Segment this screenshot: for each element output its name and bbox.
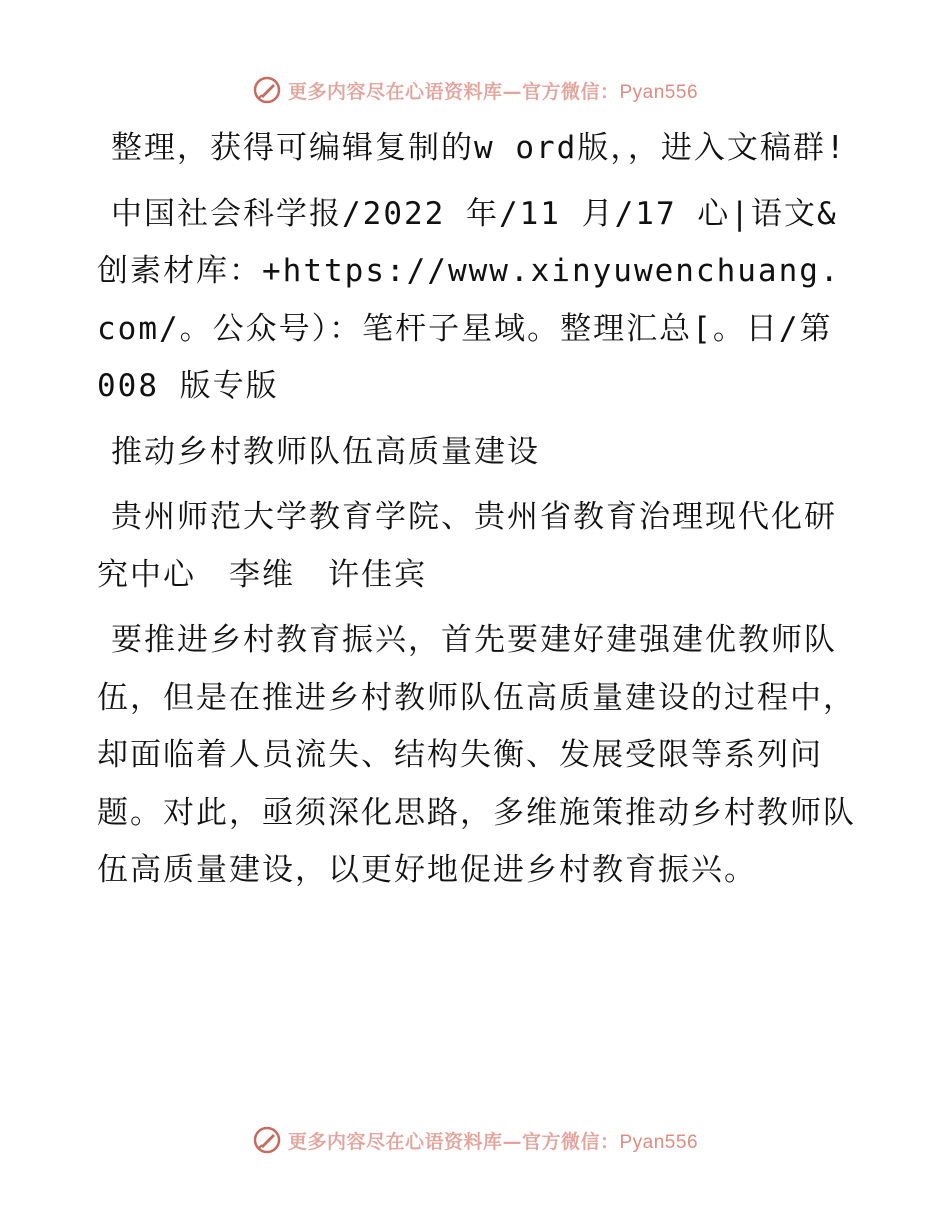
intro-notice: 整理，获得可编辑复制的w ord版，，进入文稿群!: [111, 130, 847, 166]
document-body: [97, 120, 857, 908]
body-paragraph: 要推进乡村教育振兴，首先要建好建强建优教师队伍，但是在推进乡村教师队伍高质量建设的过程中，却面临着人员流失、结构失衡、发展受限等系列问题。对此，亟须深化思路，多维施策推动乡村教师队伍高质量建设，以更好地促进乡村教育振兴。: [97, 622, 856, 888]
article-title: 推动乡村教师队伍高质量建设: [111, 433, 540, 470]
header-watermark: [0, 70, 950, 110]
source-line: 中国社会科学报/2022 年/11 月/17 心|语文&创素材库：+https://www.xinyuwenchuang.com/。公众号）：笔杆子星域。整理汇总[。日/第 008 版专版: [97, 195, 841, 404]
footer-watermark: [0, 1120, 950, 1160]
author-affiliation: 贵州师范大学教育学院、贵州省教育治理现代化研究中心 李维 许佳宾: [97, 499, 837, 593]
quill-seal-icon: [252, 1125, 282, 1155]
watermark-text: 更多内容尽在心语资料库—官方微信：Pyan556: [287, 1130, 699, 1153]
watermark-text: 更多内容尽在心语资料库—官方微信：Pyan556: [287, 80, 699, 103]
quill-seal-icon: [252, 75, 282, 105]
